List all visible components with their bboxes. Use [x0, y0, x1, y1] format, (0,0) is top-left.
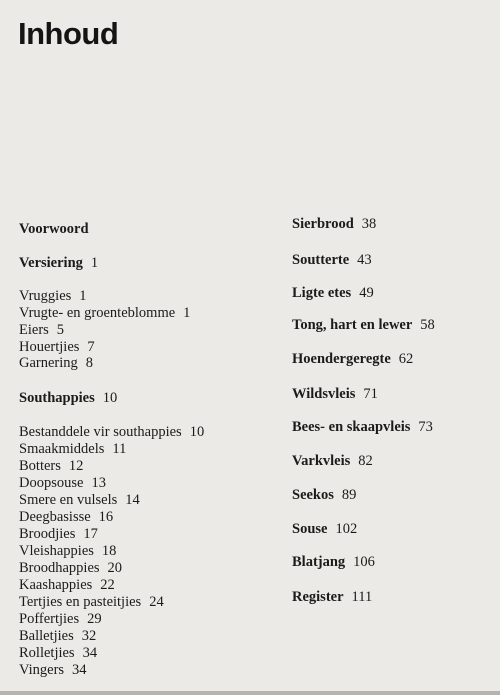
toc-entry-label: Garnering — [19, 355, 78, 371]
toc-entry-label: Rolletjies — [19, 645, 75, 661]
toc-entry-page: 1 — [90, 255, 99, 271]
toc-entry-label: Tong, hart en lewer — [292, 317, 413, 333]
toc-entry-page: 73 — [418, 419, 433, 435]
toc-entry — [292, 252, 372, 268]
toc-entry-page: 22 — [100, 577, 115, 593]
toc-entry-label: Vleishappies — [19, 543, 94, 559]
page-edge — [0, 691, 500, 695]
toc-entry-label: Botters — [19, 458, 61, 474]
toc-entry-page: 111 — [351, 589, 373, 605]
toc-entry — [19, 611, 102, 627]
toc-entry-label: Broodjies — [19, 526, 76, 542]
toc-entry-page: 1 — [183, 305, 191, 321]
toc-entry-label: Voorwoord — [19, 221, 89, 237]
toc-entry-page: 32 — [81, 628, 97, 644]
toc-entry-page: 24 — [149, 594, 164, 610]
toc-entry-label: Varkvleis — [292, 453, 351, 469]
toc-entry — [19, 526, 98, 542]
toc-entry-label: Blatjang — [292, 554, 346, 570]
toc-entry-page: 11 — [112, 441, 127, 457]
toc-entry-label: Balletjies — [19, 628, 74, 644]
toc-entry — [19, 560, 122, 576]
toc-entry-page: 17 — [83, 526, 98, 542]
toc-entry-page: 10 — [189, 424, 205, 440]
toc-entry-page: 5 — [56, 322, 65, 338]
toc-entry-label: Smere en vulsels — [19, 492, 118, 508]
toc-entry — [292, 419, 433, 435]
toc-entry-page: 82 — [358, 453, 373, 469]
toc-entry-page: 38 — [361, 216, 377, 232]
toc-entry-label: Deegbasisse — [19, 509, 91, 525]
toc-entry-page: 18 — [101, 543, 117, 559]
toc-entry — [292, 351, 413, 367]
toc-entry — [292, 317, 435, 333]
toc-entry — [292, 521, 357, 537]
toc-entry — [19, 441, 126, 457]
toc-entry-label: Houertjies — [19, 339, 80, 355]
toc-entry — [19, 577, 115, 593]
toc-entry — [19, 594, 164, 610]
toc-entry-label: Ligte etes — [292, 285, 352, 301]
toc-entry-label: Soutterte — [292, 252, 350, 268]
toc-entry — [19, 475, 106, 491]
toc-entry-page: 14 — [125, 492, 140, 508]
toc-entry — [19, 662, 87, 678]
toc-entry-label: Bestanddele vir southappies — [19, 424, 182, 440]
toc-entry — [292, 589, 372, 605]
toc-entry-label: Hoendergeregte — [292, 351, 391, 367]
toc-entry — [19, 628, 96, 644]
toc-entry-page: 20 — [107, 560, 123, 576]
toc-entry — [292, 487, 356, 503]
toc-entry-label: Tertjies en pasteitjies — [19, 594, 142, 610]
toc-entry-label: Wildsvleis — [292, 386, 356, 402]
toc-entry-label: Eiers — [19, 322, 49, 338]
toc-entry — [19, 339, 95, 355]
toc-entry — [292, 554, 375, 570]
toc-entry-page: 7 — [87, 339, 95, 355]
toc-entry-page: 58 — [420, 317, 435, 333]
toc-entry — [19, 305, 190, 321]
toc-entry-label: Doopsouse — [19, 475, 84, 491]
toc-entry-label: Vingers — [19, 662, 65, 678]
toc-entry-label: Broodhappies — [19, 560, 100, 576]
page-title: Inhoud — [18, 16, 119, 51]
toc-entry-page: 34 — [72, 662, 87, 678]
toc-entry-label: Vrugte- en groenteblomme — [19, 305, 176, 321]
toc-entry — [19, 355, 93, 371]
toc-entry-label: Versiering — [19, 255, 83, 271]
toc-entry-page: 71 — [363, 386, 378, 402]
toc-entry-page: 29 — [87, 611, 102, 627]
toc-entry-label: Register — [292, 589, 344, 605]
toc-entry-label: Smaakmiddels — [19, 441, 105, 457]
toc-entry — [19, 543, 116, 559]
toc-entry-label: Poffertjies — [19, 611, 80, 627]
toc-entry-page: 89 — [341, 487, 357, 503]
toc-entry-label: Southappies — [19, 390, 95, 406]
toc-entry-page: 106 — [353, 554, 375, 570]
toc-entry-page: 49 — [359, 285, 374, 301]
toc-entry-page: 8 — [85, 355, 94, 371]
toc-entry-page: 1 — [79, 288, 87, 304]
toc-entry — [19, 221, 89, 237]
toc-entry-page: 34 — [82, 645, 98, 661]
toc-entry — [19, 645, 97, 661]
toc-entry — [19, 458, 83, 474]
toc-entry-page: 13 — [91, 475, 106, 491]
toc-entry — [19, 322, 64, 338]
toc-entry — [19, 390, 117, 406]
toc-entry-page: 43 — [357, 252, 372, 268]
toc-entry — [292, 386, 378, 402]
toc-entry-label: Souse — [292, 521, 328, 537]
toc-entry-label: Sierbrood — [292, 216, 354, 232]
toc-entry — [292, 453, 373, 469]
toc-entry — [19, 424, 204, 440]
toc-entry-page: 12 — [68, 458, 84, 474]
toc-entry-page: 102 — [335, 521, 358, 537]
toc-entry-page: 16 — [98, 509, 114, 525]
toc-entry — [292, 216, 376, 232]
toc-entry-label: Bees- en skaapvleis — [292, 419, 411, 435]
toc-entry-label: Seekos — [292, 487, 334, 503]
toc-entry-page: 10 — [102, 390, 118, 406]
toc-entry — [19, 509, 113, 525]
toc-entry — [292, 285, 374, 301]
toc-entry-label: Vruggies — [19, 288, 72, 304]
toc-entry-label: Kaashappies — [19, 577, 93, 593]
toc-entry — [19, 492, 140, 508]
toc-entry — [19, 288, 87, 304]
toc-entry — [19, 255, 98, 271]
toc-entry-page: 62 — [398, 351, 414, 367]
